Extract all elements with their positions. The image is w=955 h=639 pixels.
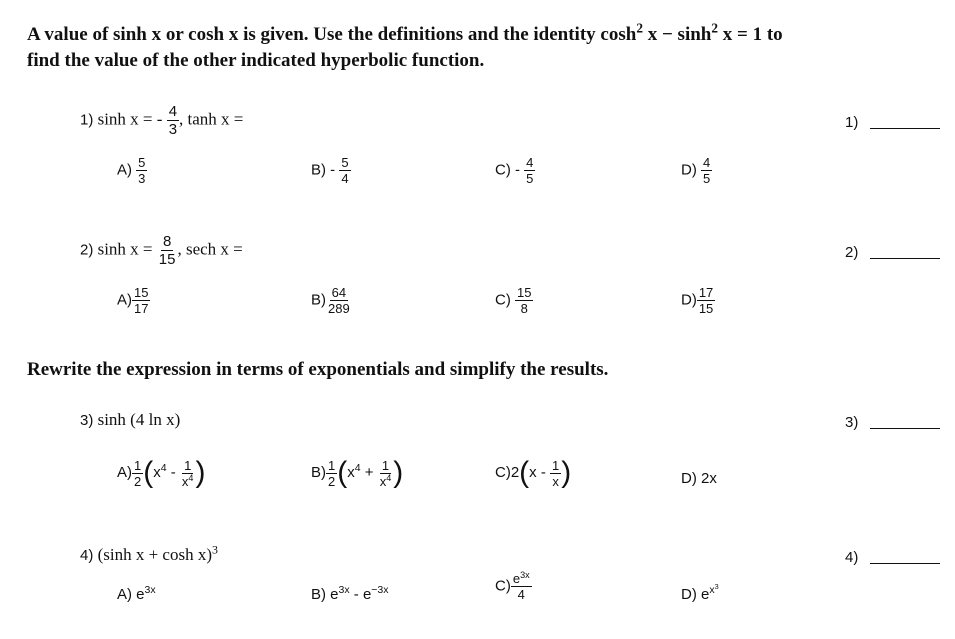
answer-blank-4[interactable] [870,562,940,564]
q3-choice-b-coef [326,459,337,488]
q1-choice-d-num: 4 [703,155,711,170]
q4-choice-c-num-base: e [512,571,521,586]
section-2-heading: Rewrite the expression in terms of exponentials and simplify the results. [27,359,609,380]
q4-choice-b[interactable] [311,586,389,603]
q4-choice-d-label: D) [681,586,697,603]
question-2-suffix: , sech x = [177,239,243,259]
answer-slot-1[interactable] [845,114,940,132]
instructions-line-1-pre: A value of sinh x or cosh x is given. Use the definitions and the identity cosh [27,24,637,45]
q1-choice-a-fraction [136,156,147,185]
q3-choice-c-right-paren: ) [561,456,572,489]
q3-choice-a[interactable] [117,458,205,488]
instructions-line-1-mid: x − sinh [642,24,712,45]
q2-choice-b-fraction [326,286,352,315]
q4-choice-c-num [511,572,532,587]
q3-choice-c-x: x [529,463,537,481]
q3-choice-c-op: - [536,463,551,481]
q1-choice-b-label: B) [311,161,326,179]
question-3 [80,410,180,430]
question-3-text: sinh (4 ln x) [97,410,181,429]
instructions-sup-2: 2 [711,20,719,36]
instructions-line-1-post: x = 1 to [718,24,783,45]
question-2-fraction-num: 8 [162,233,172,250]
q4-choice-d-exp [709,584,718,596]
question-2 [80,234,243,267]
q1-choice-d-label: D) [681,161,697,179]
q3-choice-c[interactable] [495,458,571,488]
q1-choice-c-label: C) [495,161,511,179]
q2-choice-a[interactable] [117,286,150,315]
q2-choice-d-den: 15 [698,301,714,316]
q4-choice-a-label: A) [117,586,132,603]
q1-choice-c-fraction [524,156,535,185]
answer-blank-2[interactable] [870,257,940,259]
q1-choice-c-num: 4 [526,155,534,170]
question-1-fraction-num: 4 [168,103,178,120]
q3-choice-c-inner-frac [550,459,561,488]
q3-choice-b-x: x [347,463,355,481]
q4-choice-d[interactable] [681,582,719,603]
q2-choice-c[interactable] [495,286,533,315]
instructions-sup-1: 2 [636,20,643,36]
q1-choice-a-label: A) [117,161,132,179]
question-4-number: 4) [80,547,94,564]
q2-choice-c-den: 8 [520,301,528,316]
q2-choice-a-den: 17 [134,301,149,316]
q2-choice-a-num: 15 [134,285,149,300]
q4-choice-c-label: C) [495,577,511,595]
q2-choice-b-num: 64 [331,285,347,300]
question-2-fraction-den: 15 [158,251,176,268]
q1-choice-c-den: 5 [526,171,534,186]
q3-choice-d-text: 2x [701,470,717,487]
q3-choice-a-exp: 4 [160,462,167,475]
answer-slot-2[interactable] [845,244,940,262]
q3-choice-a-right-paren: ) [195,456,206,489]
q3-choice-c-coef: 2 [510,463,520,481]
q1-choice-b-sign: - [330,161,340,179]
answer-blank-1[interactable] [870,127,940,129]
instructions [27,22,783,74]
q2-choice-b[interactable] [311,286,352,315]
q3-choice-d-label: D) [681,470,697,487]
q3-choice-b-inner-den [378,474,394,488]
q4-choice-c-den: 4 [517,587,525,602]
answer-blank-3[interactable] [870,427,940,429]
q3-choice-b-inner-den-exp: 4 [386,472,392,483]
question-1-number: 1) [80,111,94,129]
q1-choice-d-den: 5 [703,171,711,186]
q2-choice-b-den: 289 [328,301,350,316]
q3-choice-b-inner-num: 1 [381,457,390,473]
q3-choice-b-inner-den-base: x [379,473,387,489]
q3-choice-b-coef-den: 2 [328,473,336,489]
instructions-line-1 [27,22,783,48]
q3-choice-c-inner-num: 1 [552,457,560,473]
q3-choice-a-coef [132,459,143,488]
q2-choice-d-label: D) [681,291,697,309]
answer-slot-1-number: 1) [845,114,859,131]
question-3-number: 3) [80,412,94,429]
question-4 [80,542,218,565]
q3-choice-b-left-paren: ( [337,456,348,489]
q3-choice-b-op: + [360,463,378,481]
q1-choice-c[interactable] [495,156,535,185]
q2-choice-a-label: A) [117,291,132,309]
q2-choice-a-fraction [132,286,150,315]
q1-choice-d-fraction [701,156,712,185]
q3-choice-c-left-paren: ( [519,456,530,489]
q2-choice-d-fraction [697,286,715,315]
question-1-suffix: , tanh x = [179,109,244,129]
q1-choice-a-den: 3 [138,171,146,186]
q3-choice-a-inner-frac [180,459,196,488]
instructions-line-2: find the value of the other indicated hyperbolic function. [27,50,485,71]
question-2-prefix: sinh x = [97,239,157,259]
q3-choice-a-label: A) [117,463,132,481]
q1-choice-b-fraction [339,156,350,185]
question-2-number: 2) [80,241,94,259]
q1-choice-b-num: 5 [341,155,349,170]
q3-choice-a-inner-num: 1 [184,457,192,473]
q1-choice-d[interactable] [681,156,712,185]
q4-choice-c[interactable] [495,572,532,601]
q3-choice-b-exp: 4 [354,462,361,475]
q4-choice-a[interactable] [117,586,156,603]
q4-choice-b-label: B) [311,586,326,603]
answer-slot-3[interactable] [845,414,940,432]
q4-choice-b-exp-1: 3x [338,584,350,597]
q3-choice-a-inner-den-exp: 4 [188,472,194,483]
q3-choice-b[interactable] [311,458,403,488]
q4-choice-c-fraction [511,572,532,601]
q2-choice-d-num: 17 [698,285,714,300]
q1-choice-b[interactable] [311,156,351,185]
question-1-prefix: sinh x = - [97,109,167,129]
q3-choice-a-coef-den: 2 [134,473,142,489]
q2-choice-d[interactable] [681,286,715,315]
answer-slot-3-number: 3) [845,414,859,431]
question-1 [80,104,243,137]
q1-choice-b-den: 4 [341,171,349,186]
q3-choice-a-x: x [153,463,161,481]
q1-choice-a-num: 5 [138,155,146,170]
q3-choice-b-inner-frac [378,459,394,488]
question-4-exp: 3 [212,542,218,557]
q2-choice-c-num: 15 [517,285,532,300]
q3-choice-a-left-paren: ( [143,456,154,489]
q3-choice-a-inner-den-base: x [181,473,189,489]
answer-slot-4-number: 4) [845,549,859,566]
q3-choice-b-coef-num: 1 [328,457,336,473]
q2-choice-c-fraction [515,286,533,315]
q4-choice-b-exp-2: −3x [371,584,389,597]
answer-slot-4[interactable] [845,549,940,567]
q1-choice-a[interactable] [117,156,147,185]
question-2-fraction [157,234,178,267]
q4-choice-c-num-exp: 3x [520,570,530,580]
q3-choice-a-coef-num: 1 [134,457,142,473]
q2-choice-b-label: B) [311,291,326,309]
q3-choice-b-right-paren: ) [393,456,404,489]
q2-choice-c-label: C) [495,291,511,309]
q1-choice-c-sign: - [515,161,525,179]
q4-choice-b-base-2: e [362,586,372,603]
q3-choice-d[interactable] [681,470,717,487]
q4-choice-d-exp-exp: 3 [714,582,719,592]
question-1-fraction [167,104,179,137]
q4-choice-a-base: e [136,586,145,603]
q3-choice-a-inner-den [180,474,196,488]
q4-choice-d-base: e [701,586,710,603]
q3-choice-c-label: C) [495,463,511,481]
q3-choice-b-label: B) [311,463,326,481]
answer-slot-2-number: 2) [845,244,859,261]
q3-choice-a-op: - [166,463,180,481]
question-1-fraction-den: 3 [168,121,178,138]
question-4-text: (sinh x + cosh x) [97,545,213,564]
q4-choice-b-base-1: e [330,586,339,603]
q3-choice-c-inner-den: x [552,473,559,489]
q4-choice-b-op: - [349,586,363,603]
q4-choice-a-exp: 3x [144,584,156,597]
q4-choice-d-exp-base: x [709,584,715,597]
